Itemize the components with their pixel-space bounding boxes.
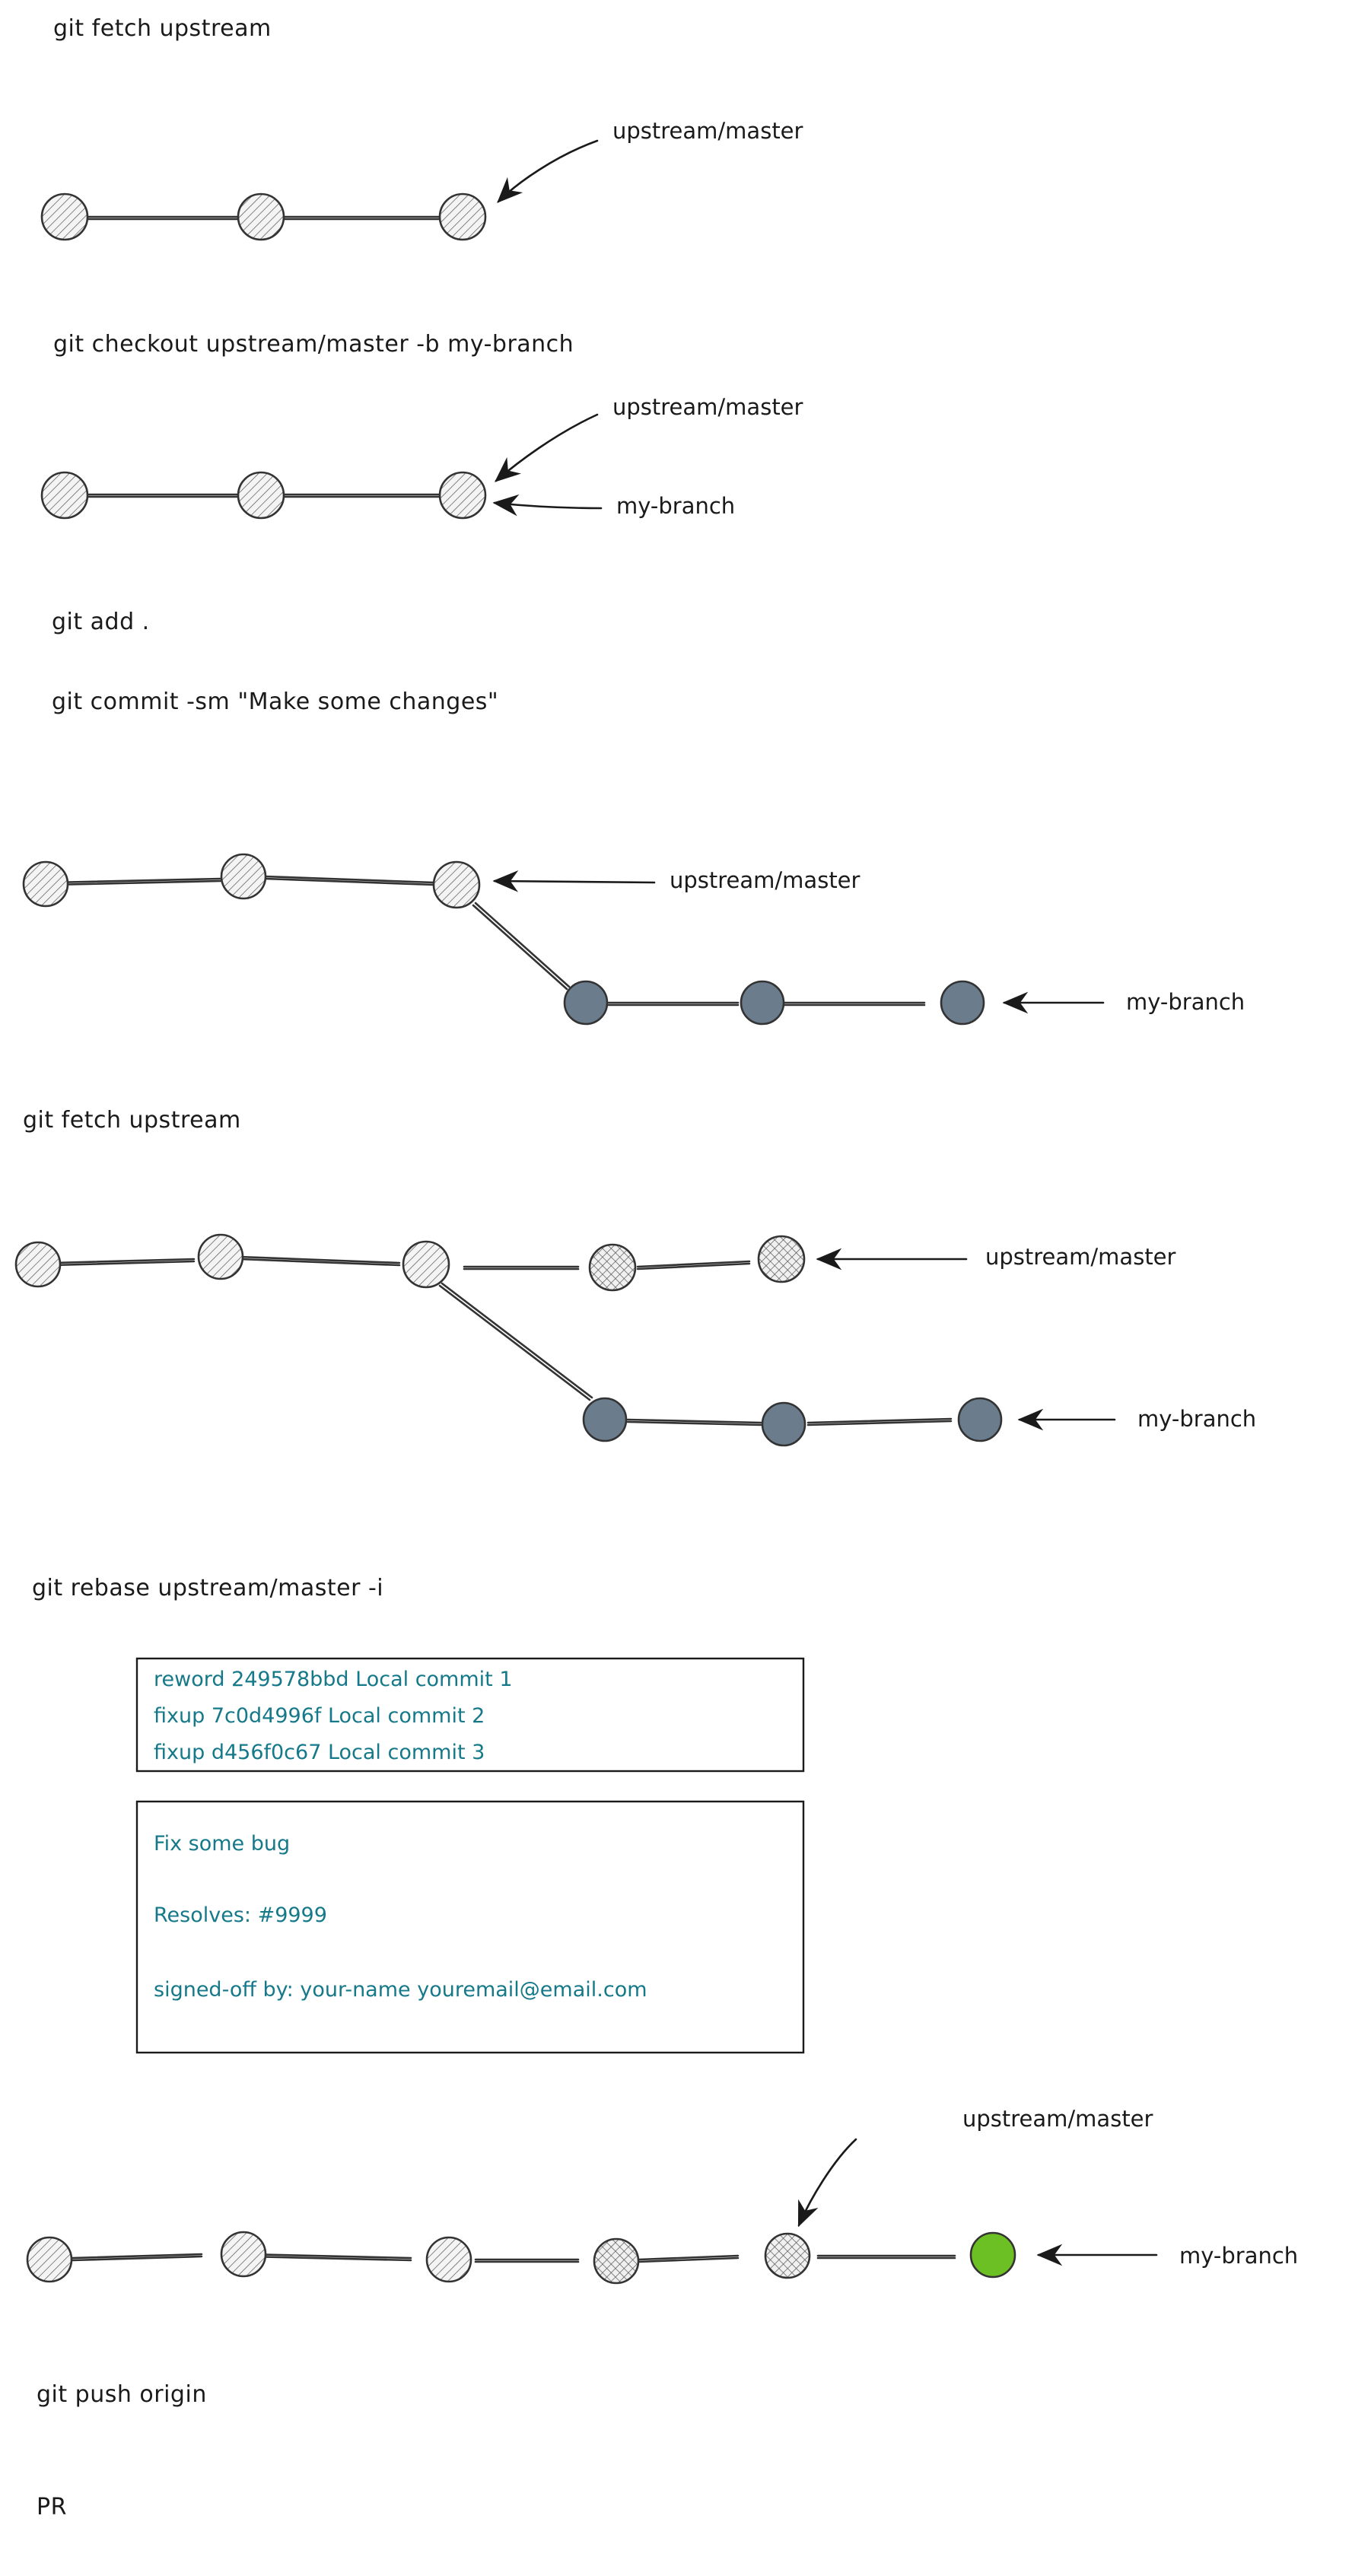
command-git-fetch-upstream-2: git fetch upstream xyxy=(23,1107,241,1134)
command-git-commit: git commit -sm "Make some changes" xyxy=(52,689,499,715)
label-my-branch-5: my-branch xyxy=(1179,2243,1299,2269)
label-upstream-master-2: upstream/master xyxy=(612,394,803,420)
commit-message-line-1: Fix some bug xyxy=(154,1832,291,1856)
command-git-rebase: git rebase upstream/master -i xyxy=(32,1575,384,1601)
label-my-branch-4: my-branch xyxy=(1137,1406,1257,1432)
label-pull-request: PR xyxy=(37,2494,67,2520)
rebase-todo-line-1: reword 249578bbd Local commit 1 xyxy=(154,1668,513,1691)
commit-message-line-3: signed-off by: your-name youremail@email.com xyxy=(154,1978,647,2002)
command-git-checkout: git checkout upstream/master -b my-branch xyxy=(53,331,574,358)
commit-message-line-2: Resolves: #9999 xyxy=(154,1903,327,1927)
label-upstream-master-1: upstream/master xyxy=(612,118,803,144)
label-my-branch-2: my-branch xyxy=(616,493,736,519)
rebase-todo-line-3: fixup d456f0c67 Local commit 3 xyxy=(154,1741,485,1764)
label-my-branch-3: my-branch xyxy=(1126,989,1245,1015)
command-git-add: git add . xyxy=(52,609,150,635)
rebase-todo-line-2: fixup 7c0d4996f Local commit 2 xyxy=(154,1704,485,1728)
label-upstream-master-3: upstream/master xyxy=(670,867,861,893)
command-git-fetch-upstream-1: git fetch upstream xyxy=(53,15,272,42)
command-git-push-origin: git push origin xyxy=(37,2381,207,2408)
label-upstream-master-4: upstream/master xyxy=(985,1244,1176,1270)
label-upstream-master-5: upstream/master xyxy=(962,2106,1153,2132)
